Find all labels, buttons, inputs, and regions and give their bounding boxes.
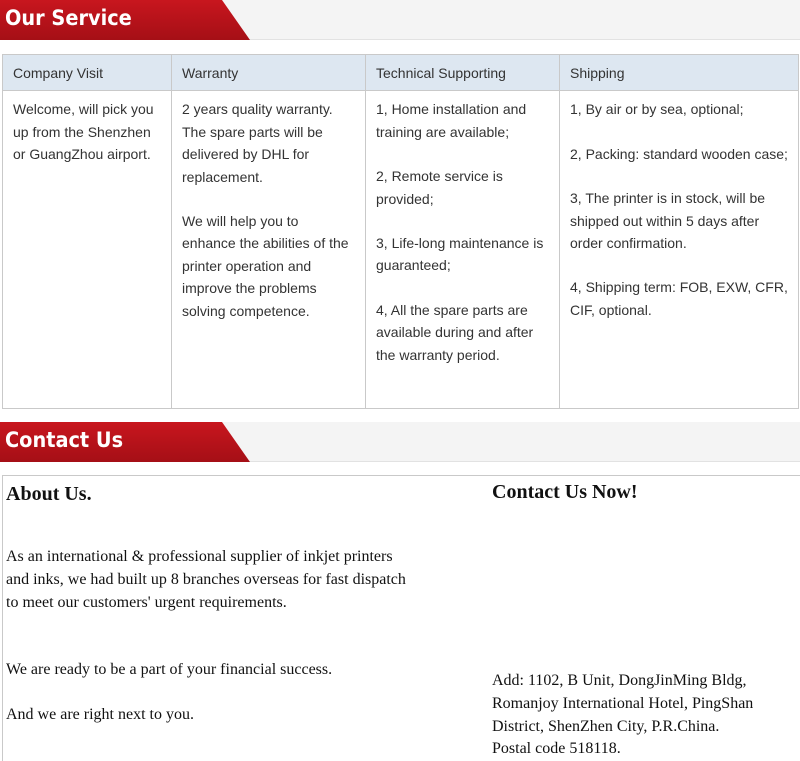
contact-now-column [492, 476, 797, 761]
cell-technical-supporting [366, 91, 560, 409]
table-header-row [3, 55, 799, 91]
cell-shipping [560, 91, 799, 409]
about-us-column [6, 476, 406, 727]
service-table [2, 54, 799, 409]
our-service-title: Our Service [5, 6, 132, 30]
header-technical-supporting: Technical Supporting [366, 55, 560, 91]
about-us-paragraph: As an international & professional supplier of inkjet printers and inks, we had built up 8 branches overseas for fast dispatch to meet our customers' urgent requirements. [6, 548, 406, 611]
shipping-text-1: 1, By air or by sea, optional; [570, 101, 744, 118]
header-company-visit: Company Visit [3, 55, 172, 91]
warranty-text-2: We will help you to enhance the abilities of the printer operation and improve the problems solving competence. [182, 213, 349, 319]
contact-us-title: Contact Us [5, 428, 124, 452]
contact-box [2, 475, 800, 761]
about-us-paragraph: And we are right next to you. [6, 706, 194, 724]
company-visit-text: Welcome, will pick you up from the Shenzhen or GuangZhou airport. [13, 101, 154, 163]
cell-company-visit [3, 91, 172, 409]
our-service-banner [0, 0, 800, 40]
about-us-heading: About Us. [6, 483, 92, 505]
contact-address: Add: 1102, B Unit, DongJinMing Bldg, Romanjoy International Hotel, PingShan District, ShenZhen City, P.R.China. [492, 672, 754, 735]
tech-text-4: 4, All the spare parts are available during and after the warranty period. [376, 301, 534, 363]
tech-text-1: 1, Home installation and training are available; [376, 101, 527, 140]
header-shipping: Shipping [560, 55, 799, 91]
about-us-paragraph: We are ready to be a part of your financial success. [6, 661, 333, 679]
cell-warranty [172, 91, 366, 409]
table-row [3, 91, 799, 409]
shipping-text-2: 2, Packing: standard wooden case; [570, 145, 788, 162]
shipping-text-4: 4, Shipping term: FOB, EXW, CFR, CIF, optional. [570, 279, 788, 318]
shipping-text-3: 3, The printer is in stock, will be shipped out within 5 days after order confirmation. [570, 190, 766, 252]
contact-us-banner [0, 422, 800, 462]
tech-text-2: 2, Remote service is provided; [376, 168, 503, 207]
warranty-text-1: 2 years quality warranty. The spare parts will be delivered by DHL for replacement. [182, 101, 333, 185]
tech-text-3: 3, Life-long maintenance is guaranteed; [376, 235, 544, 274]
contact-now-heading: Contact Us Now! [492, 481, 638, 503]
header-warranty: Warranty [172, 55, 366, 91]
postal-code: Postal code 518118. [492, 740, 621, 758]
